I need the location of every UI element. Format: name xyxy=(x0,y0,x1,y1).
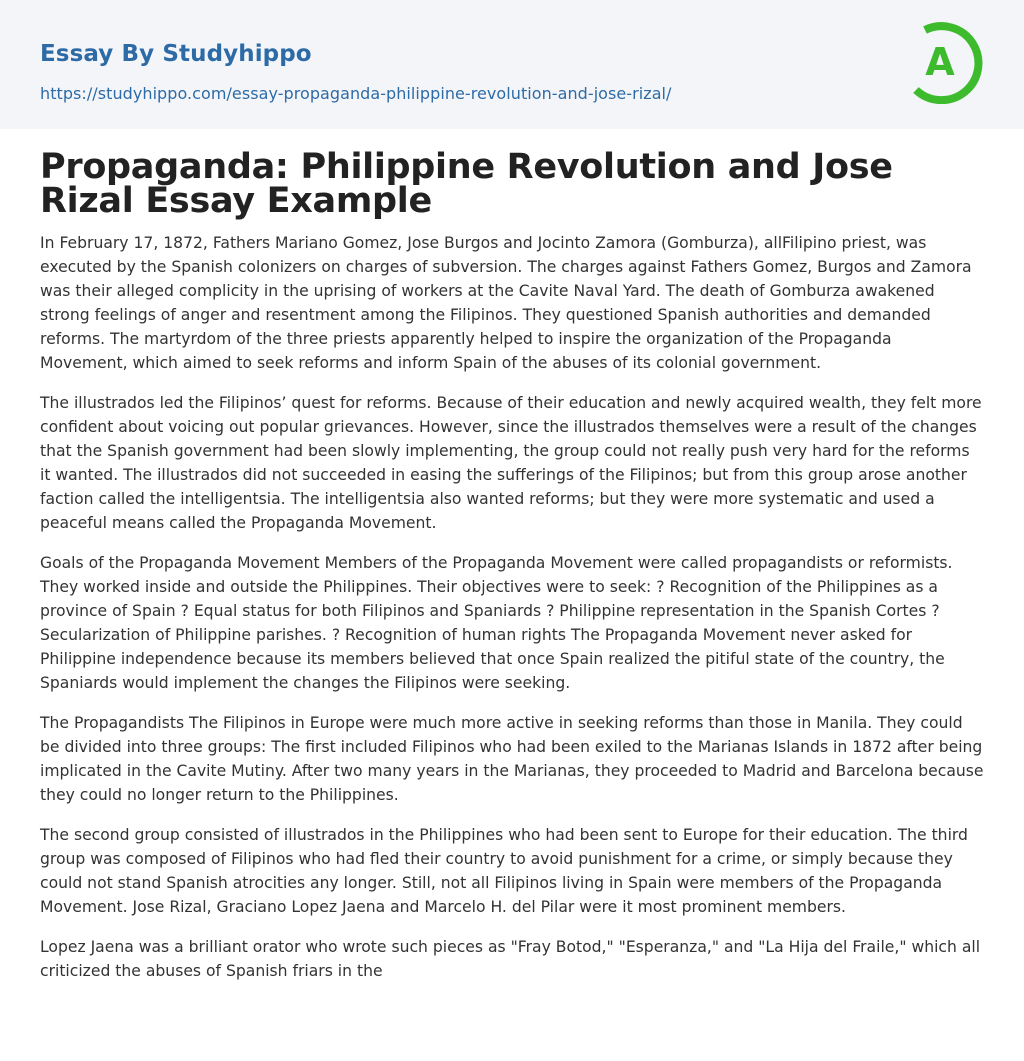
essay-paragraph-5: The second group consisted of illustrados in the Philippines who had been sent to Europe for their education. The third group was composed of Filipinos who had fled their country to avoid punishment for a crime, or simply because they could not stand Spanish atrocities any longer. Still, not all Filipinos living in Spain were members of the Propaganda Movement. Jose Rizal, Graciano Lopez Jaena and Marcelo H. del Pilar were it most prominent members. xyxy=(40,826,968,916)
site-header xyxy=(0,0,1024,129)
essay-paragraph-1: In February 17, 1872, Fathers Mariano Gomez, Jose Burgos and Jocinto Zamora (Gomburza), allFilipino priest, was executed by the Spanish colonizers on charges of subversion. The charges against Fathers Gomez, Burgos and Zamora was their alleged complicity in the uprising of workers at the Cavite Naval Yard. The death of Gomburza awakened strong feelings of anger and resentment among the Filipinos. They questioned Spanish authorities and demanded reforms. The martyrdom of the three priests apparently helped to inspire the organization of the Propaganda Movement, which aimed to seek reforms and inform Spain of the abuses of its colonial government. xyxy=(40,234,972,372)
site-brand[interactable]: Essay By Studyhippo xyxy=(40,41,312,67)
essay-url-link[interactable]: https://studyhippo.com/essay-propaganda-philippine-revolution-and-jose-rizal/ xyxy=(40,84,672,103)
essay-title: Propaganda: Philippine Revolution and Jose Rizal Essay Example xyxy=(40,147,893,221)
essay-paragraph-3: Goals of the Propaganda Movement Members of the Propaganda Movement were called propagandists or reformists. They worked inside and outside the Philippines. Their objectives were to seek: ? Recognition of the Philippines as a province of Spain ? Equal status for both Filipinos and Spaniards ? Philippine representation in the Spanish Cortes ? Secularization of Philippine parishes. ? Recognition of human rights The Propaganda Movement never asked for Philippine independence because its members believed that once Spain realized the pitiful state of the country, the Spaniards would implement the changes the Filipinos were seeking. xyxy=(40,554,953,692)
essay-paragraph-2: The illustrados led the Filipinos’ quest for reforms. Because of their education and newly acquired wealth, they felt more confident about voicing out popular grievances. However, since the illustrados themselves were a result of the changes that the Spanish government had been slowly implementing, the group could not really push very hard for the reforms it wanted. The illustrados did not succeeded in easing the sufferings of the Filipinos; but from this group arose another faction called the intelligentsia. The intelligentsia also wanted reforms; but they were more systematic and used a peaceful means called the Propaganda Movement. xyxy=(40,394,982,532)
logo-letter: A xyxy=(925,40,955,84)
essay-content xyxy=(0,129,1024,983)
essay-paragraph-6: Lopez Jaena was a brilliant orator who wrote such pieces as "Fray Botod," "Esperanza," and "La Hija del Fraile," which all criticized the abuses of Spanish friars in the xyxy=(40,938,981,980)
studyhippo-logo-icon[interactable] xyxy=(912,20,986,104)
essay-paragraph-4: The Propagandists The Filipinos in Europe were much more active in seeking reforms than those in Manila. They could be divided into three groups: The first included Filipinos who had been exiled to the Marianas Islands in 1872 after being implicated in the Cavite Mutiny. After two many years in the Marianas, they proceeded to Madrid and Barcelona because they could no longer return to the Philippines. xyxy=(40,714,984,804)
